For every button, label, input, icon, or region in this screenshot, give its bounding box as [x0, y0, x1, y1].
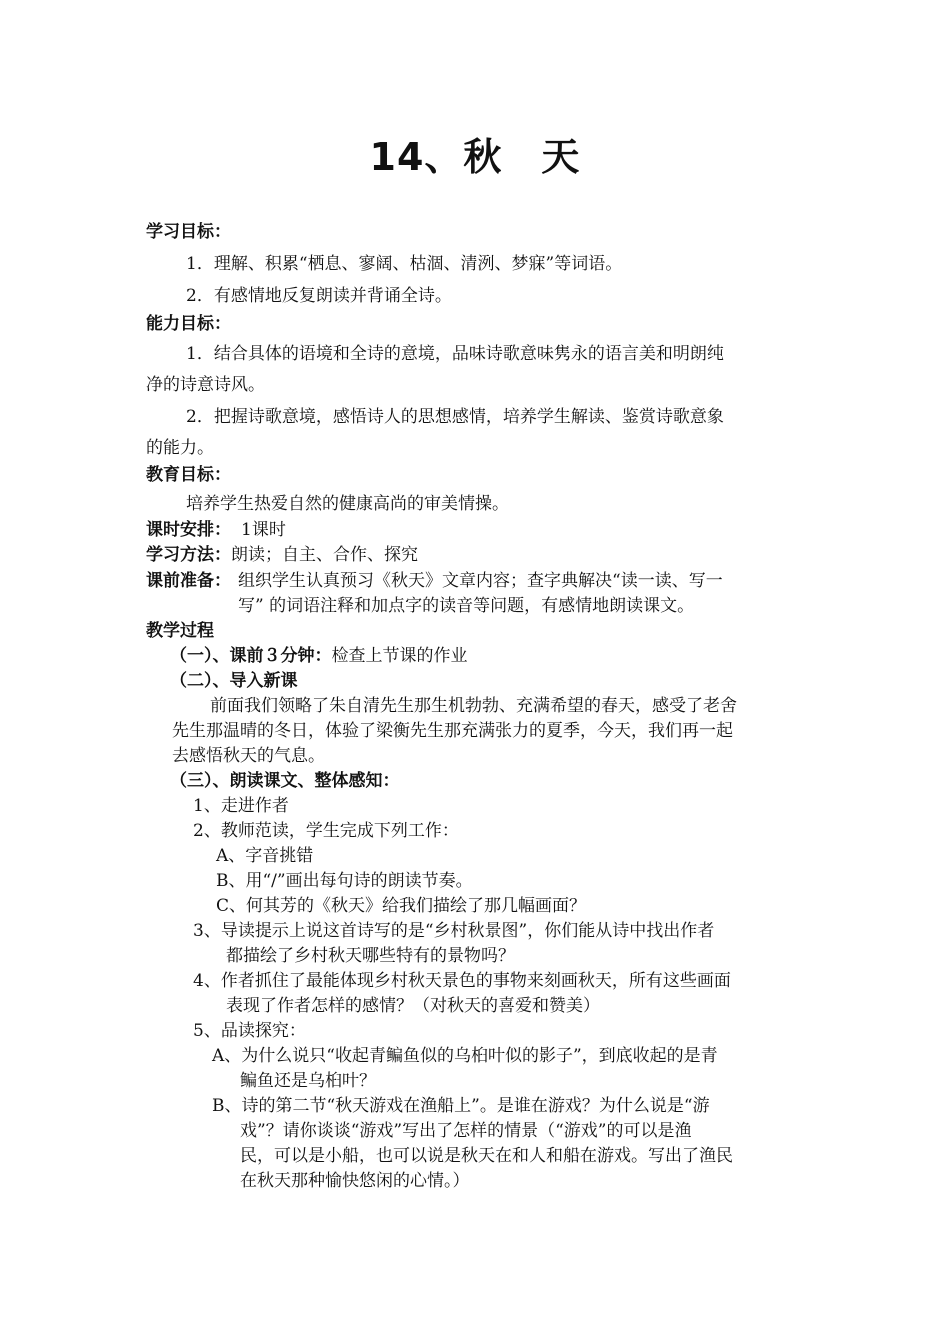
item-2a: A、字音挑错 [216, 846, 314, 866]
education-goal-text: 培养学生热爱自然的健康高尚的审美情操。 [186, 494, 509, 514]
ability-goal-1-line2: 净的诗意诗风。 [146, 375, 265, 395]
method-label: 学习方法： [146, 545, 231, 565]
learning-goal-1: 1．理解、积累“栖息、寥阔、枯涸、清洌、梦寐”等词语。 [186, 254, 623, 274]
preparation-line1: 组织学生认真预习《秋天》文章内容；查字典解决“读一读、写一 [238, 571, 723, 591]
item-5b-line1: B、诗的第二节“秋天游戏在渔船上”。是谁在游戏？为什么说是“游 [212, 1096, 710, 1116]
page-title: 14、秋 天 [369, 135, 581, 179]
education-goals-heading: 教育目标： [146, 465, 231, 485]
section-3-heading: （三）、朗读课文、整体感知： [170, 771, 400, 791]
preparation-line2: 写” 的词语注释和加点字的读音等问题，有感情地朗读课文。 [238, 596, 695, 616]
item-1: 1、走进作者 [193, 796, 289, 816]
schedule-row [146, 518, 286, 542]
learning-goals-heading: 学习目标： [146, 222, 231, 242]
item-4-line2: 表现了作者怎样的感情？（对秋天的喜爱和赞美） [226, 996, 600, 1016]
item-5a-line2: 鳊鱼还是乌桕叶？ [240, 1071, 376, 1091]
ability-goal-1-line1: 1．结合具体的语境和全诗的意境，品味诗歌意味隽永的语言美和明朗纯 [186, 344, 724, 364]
section-1-text: 检查上节课的作业 [331, 646, 468, 666]
item-5b-line3: 民，可以是小船，也可以说是秋天在和人和船在游戏。写出了渔民 [240, 1146, 733, 1166]
section-2-line3: 去感悟秋天的气息。 [172, 746, 325, 766]
section-2-heading: （二）、导入新课 [170, 671, 298, 691]
item-3-line1: 3、导读提示上说这首诗写的是“乡村秋景图”，你们能从诗中找出作者 [193, 921, 715, 941]
item-3-line2: 都描绘了乡村秋天哪些特有的景物吗？ [226, 946, 515, 966]
item-2c: C、何其芳的《秋天》给我们描绘了那几幅画面？ [216, 896, 587, 916]
ability-goal-2-line2: 的能力。 [146, 438, 214, 458]
schedule-label: 课时安排： [146, 520, 231, 540]
item-5b-line4: 在秋天那种愉快悠闲的心情。） [240, 1171, 470, 1191]
item-2: 2、教师范读，学生完成下列工作： [193, 821, 459, 841]
item-4-line1: 4、作者抓住了最能体现乡村秋天景色的事物来刻画秋天，所有这些画面 [193, 971, 731, 991]
section-2-line2: 先生那温晴的冬日，体验了梁衡先生那充满张力的夏季，今天，我们再一起 [172, 721, 733, 741]
ability-goals-heading: 能力目标： [146, 314, 231, 334]
preparation-label: 课前准备： [146, 571, 231, 591]
method-row [146, 543, 418, 567]
schedule-value: 1课时 [241, 520, 286, 540]
ability-goal-2-line1: 2．把握诗歌意境，感悟诗人的思想感情，培养学生解读、鉴赏诗歌意象 [186, 407, 724, 427]
item-5b-line2: 戏”？请你谈谈“游戏”写出了怎样的情景（“游戏”的可以是渔 [240, 1121, 692, 1141]
process-heading: 教学过程 [146, 621, 214, 641]
section-1-heading: （一）、课前３分钟： [170, 646, 332, 666]
item-5: 5、品读探究： [193, 1021, 306, 1041]
section-1-row [170, 644, 468, 668]
item-2b: B、用“/”画出每句诗的朗读节奏。 [216, 871, 473, 891]
learning-goal-2: 2．有感情地反复朗读并背诵全诗。 [186, 286, 452, 306]
section-2-line1: 前面我们领略了朱自清先生那生机勃勃、充满希望的春天，感受了老舍 [210, 696, 737, 716]
method-value: 朗读；自主、合作、探究 [231, 545, 418, 565]
item-5a-line1: A、为什么说只“收起青鳊鱼似的乌桕叶似的影子”，到底收起的是青 [212, 1046, 718, 1066]
